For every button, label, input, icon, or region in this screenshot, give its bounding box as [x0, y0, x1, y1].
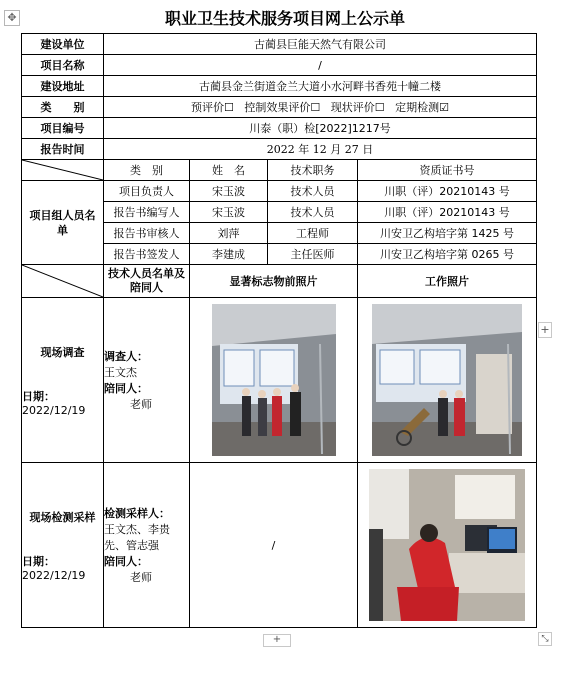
sampling-landmark-cell: / — [190, 463, 358, 628]
address-value: 古蔺县金兰街道金兰大道小水河畔书香苑十幢二楼 — [104, 76, 537, 97]
survey-landmark-photo — [212, 304, 336, 456]
team-header-role: 类 别 — [104, 160, 190, 181]
team-header-title: 技术职务 — [268, 160, 358, 181]
notice-table — [21, 33, 537, 628]
survey-companion: 老师 — [130, 398, 152, 411]
member-cert: 川职（评）20210143 号 — [358, 181, 537, 202]
add-column-button[interactable]: + — [538, 322, 552, 338]
member-name: 宋玉波 — [190, 202, 268, 223]
address-label: 建设地址 — [22, 76, 104, 97]
sampling-companion: 老师 — [130, 571, 152, 584]
survey-staff-label: 调查人： — [104, 350, 148, 363]
survey-staff-cell — [104, 298, 190, 463]
member-name: 宋玉波 — [190, 181, 268, 202]
type-option-periodic[interactable]: 定期检测☑ — [395, 101, 449, 114]
member-role: 报告书签发人 — [104, 244, 190, 265]
type-option-status[interactable]: 现状评价☐ — [330, 101, 385, 114]
member-cert: 川安卫乙构培字第 1425 号 — [358, 223, 537, 244]
survey-cell — [22, 298, 104, 463]
table-resize-handle[interactable]: ⤡ — [538, 632, 552, 646]
sampling-work-photo — [369, 469, 525, 621]
staff-header: 技术人员名单及陪同人 — [104, 265, 190, 298]
member-cert: 川职（评）20210143 号 — [358, 202, 537, 223]
member-title: 工程师 — [268, 223, 358, 244]
team-label: 项目组人员名单 — [22, 181, 104, 265]
sampling-work-photo-cell — [358, 463, 537, 628]
survey-date-label: 日期： — [22, 389, 55, 403]
sampling-date: 2022/12/19 — [22, 568, 86, 582]
landmark-header: 显著标志物前照片 — [190, 265, 358, 298]
member-cert: 川安卫乙构培字第 0265 号 — [358, 244, 537, 265]
table-move-handle[interactable]: ✥ — [4, 10, 20, 26]
project-label: 项目名称 — [22, 55, 104, 76]
time-value: 2022 年 12 月 27 日 — [104, 139, 537, 160]
sampling-staff-cell — [104, 463, 190, 628]
sampling-staff-label: 检测采样人： — [104, 507, 170, 520]
work-header: 工作照片 — [358, 265, 537, 298]
team-header-cert: 资质证书号 — [358, 160, 537, 181]
survey-companion-label: 陪同人： — [104, 382, 148, 395]
unit-value: 古蔺县巨能天然气有限公司 — [104, 34, 537, 55]
type-options — [104, 97, 537, 118]
member-title: 技术人员 — [268, 181, 358, 202]
add-row-button[interactable]: + — [263, 634, 291, 647]
sampling-date-label: 日期： — [22, 554, 55, 568]
member-name: 李建成 — [190, 244, 268, 265]
type-option-pre[interactable]: 预评价☐ — [191, 101, 234, 114]
survey-staff: 王文杰 — [104, 366, 137, 379]
sampling-cell — [22, 463, 104, 628]
code-label: 项目编号 — [22, 118, 104, 139]
member-role: 项目负责人 — [104, 181, 190, 202]
survey-work-photo-cell — [358, 298, 537, 463]
time-label: 报告时间 — [22, 139, 104, 160]
code-value: 川泰（职）检[2022]1217号 — [104, 118, 537, 139]
type-label: 类 别 — [22, 97, 104, 118]
member-title: 主任医师 — [268, 244, 358, 265]
member-role: 报告书编写人 — [104, 202, 190, 223]
sampling-companion-label: 陪同人： — [104, 555, 148, 568]
member-title: 技术人员 — [268, 202, 358, 223]
survey-landmark-photo-cell — [190, 298, 358, 463]
team-header-corner — [22, 160, 104, 181]
survey-work-photo — [372, 304, 522, 456]
unit-label: 建设单位 — [22, 34, 104, 55]
member-name: 刘萍 — [190, 223, 268, 244]
survey-label: 现场调查 — [40, 345, 85, 359]
project-value: / — [104, 55, 537, 76]
type-option-control[interactable]: 控制效果评价☐ — [244, 101, 321, 114]
sampling-label: 现场检测采样 — [29, 510, 96, 524]
sampling-staff: 王文杰、李贵先、管志强 — [104, 523, 170, 552]
survey-date: 2022/12/19 — [22, 403, 86, 417]
member-role: 报告书审核人 — [104, 223, 190, 244]
photo-header-corner — [22, 265, 104, 298]
team-header-name: 姓 名 — [190, 160, 268, 181]
page-title: 职业卫生技术服务项目网上公示单 — [164, 9, 405, 28]
